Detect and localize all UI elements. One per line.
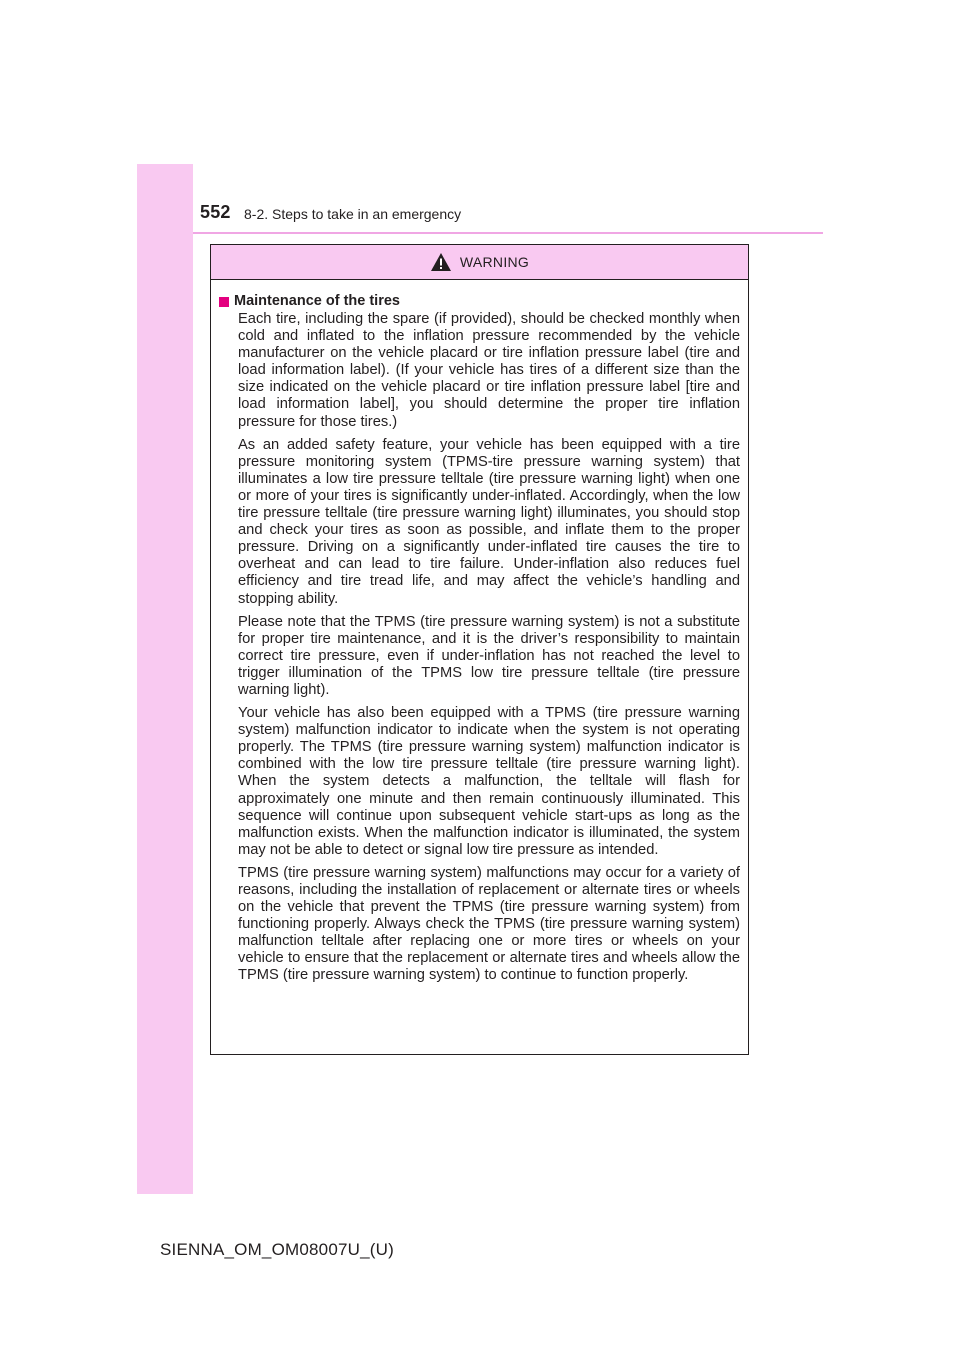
header-rule [193, 232, 823, 234]
item-heading [219, 293, 740, 310]
paragraph: As an added safety feature, your vehicle has been equipped with a tire pressure monitoring system (TPMS-tire pressure warning system) that illuminates a low tire pressure telltale (tire pressure warning light) when one or more of your tires is significantly under-inflated. Accordingly, when the low tire pressure telltale (tire pressure warning light) illuminates, you should stop and check your tires as soon as possible, and inflate them to the proper pressure. Driving on a significantly under-inflated tire causes the tire to overheat and can lead to tire failure. Under-inflation also reduces fuel efficiency and tire tread life, and may affect the vehicle’s handling and stopping ability. [238, 436, 740, 607]
warning-label: WARNING [459, 254, 530, 270]
item-heading-text: Maintenance of the tires [234, 293, 400, 309]
document-code: SIENNA_OM_OM08007U_(U) [160, 1240, 394, 1259]
warning-body [211, 280, 748, 985]
warning-triangle-icon [430, 252, 452, 272]
chapter-side-band [137, 164, 193, 1194]
paragraph: Each tire, including the spare (if provided), should be checked monthly when cold and inflated to the inflation pressure recommended by the vehicle manufacturer on the vehicle placard or tire inflation pressure label (tire and load information label). (If your vehicle has tires of a different size than the size indicated on the vehicle placard or tire inflation pressure label [tire and load information label], you should determine the proper tire inflation pressure for those tires.) [238, 311, 740, 430]
section-title: 8-2. Steps to take in an emergency [244, 206, 462, 222]
warning-header [211, 245, 748, 280]
paragraph: Please note that the TPMS (tire pressure warning system) is not a substitute for proper tire maintenance, and it is the driver’s responsibility to maintain correct tire pressure, even if under-inflation has not reached the level to trigger illumination of the TPMS low tire pressure telltale (tire pressure warning light). [238, 613, 740, 698]
page-number: 552 [200, 202, 231, 222]
square-bullet-icon [219, 297, 229, 307]
paragraph: Your vehicle has also been equipped with a TPMS (tire pressure warning system) malfunction indicator to indicate when the system is not operating properly. The TPMS (tire pressure warning system) malfunction indicator is combined with the low tire pressure telltale (tire pressure warning light). When the system detects a malfunction, the telltale will flash for approximately one minute and then remain continuously illuminated. This sequence will continue upon subsequent vehicle start-ups as long as the malfunction exists. When the malfunction indicator is illuminated, the system may not be able to detect or signal low tire pressure as intended. [238, 705, 740, 858]
paragraph: TPMS (tire pressure warning system) malfunctions may occur for a variety of reasons, including the installation of replacement or alternate tires or wheels on the vehicle that prevent the TPMS (tire pressure warning system) from functioning properly. Always check the TPMS (tire pressure warning system) malfunction telltale after replacing one or more tires or wheels on your vehicle to ensure that the replacement or alternate tires and wheels allow the TPMS (tire pressure warning system) to continue to function properly. [238, 864, 740, 984]
warning-box [210, 244, 749, 1055]
